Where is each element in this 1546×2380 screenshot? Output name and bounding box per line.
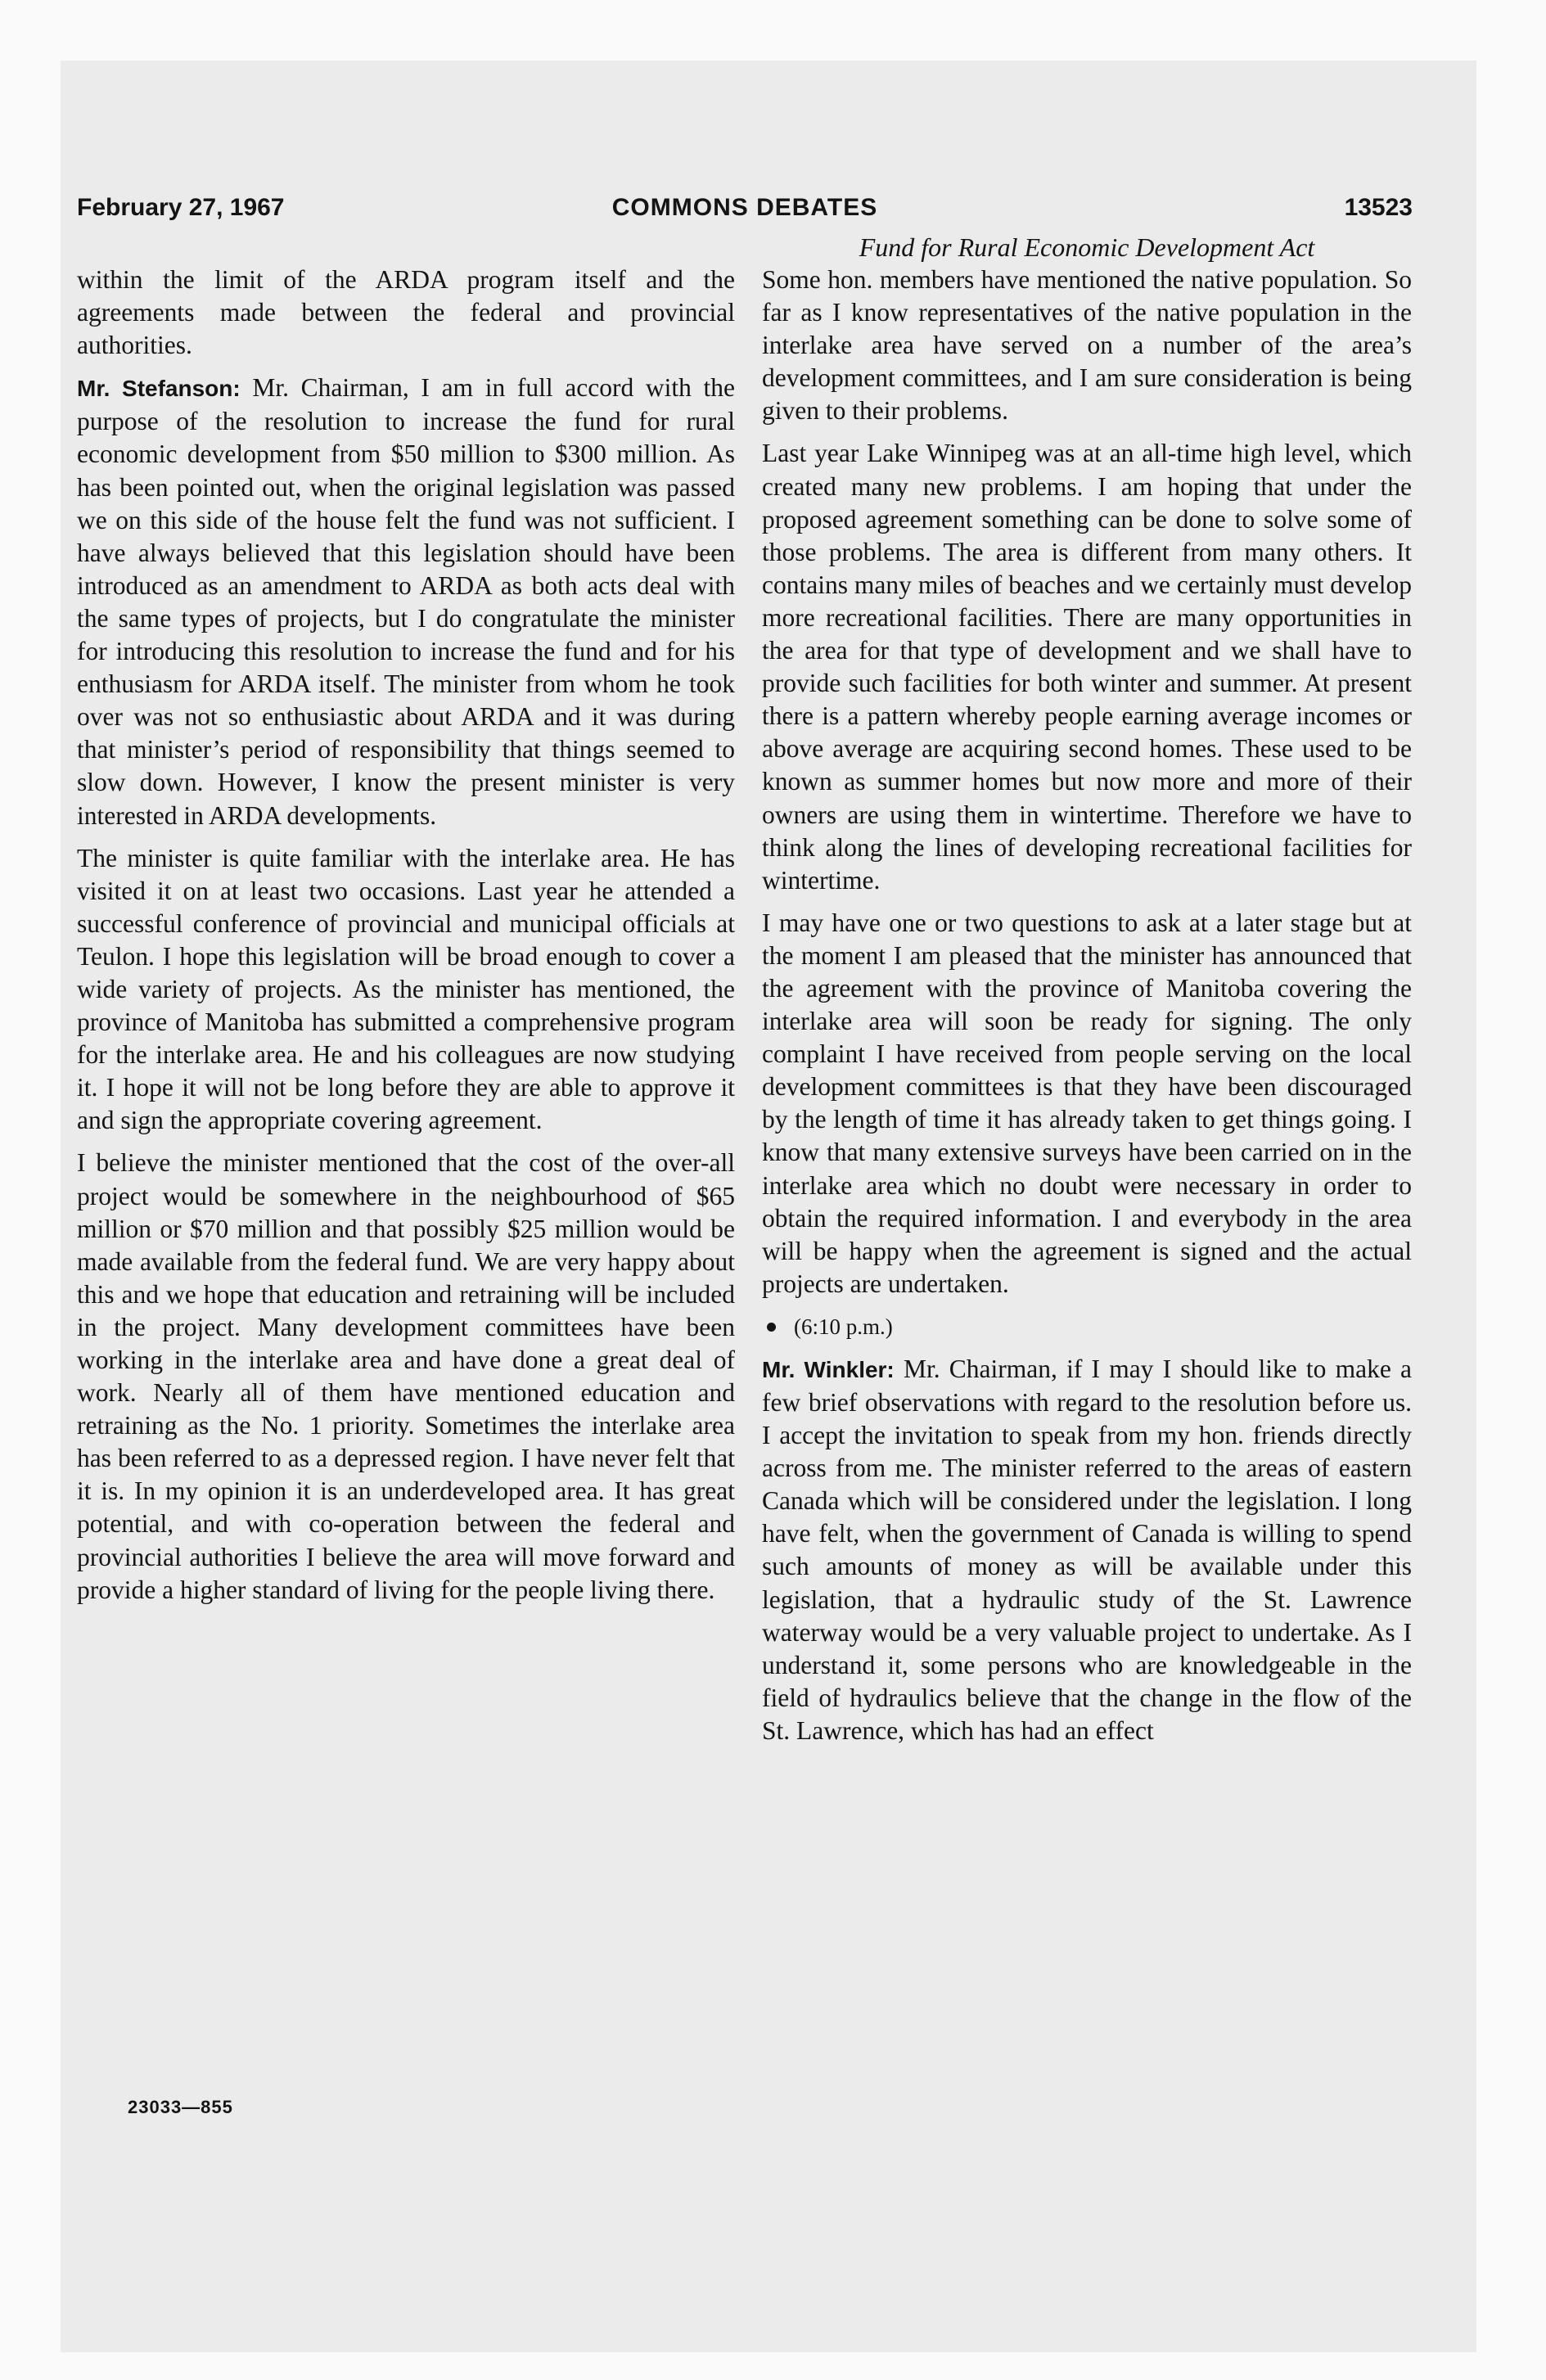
header-journal-title: COMMONS DEBATES [611,194,878,221]
printer-code: 23033—855 [128,2097,233,2117]
header-date: February 27, 1967 [77,194,285,221]
header-page-number: 13523 [1344,194,1413,221]
left-column [77,264,735,1607]
running-head [77,190,1413,226]
paragraph: The minister is quite familiar with the interlake area. He has visited it on at least two occasions. Last year he attended a successful conference of provincial and municipal officials at Teulon. I hope this legislation will be broad enough to cover a wide variety of projects. As the minister has mentioned, the province of Manitoba has submitted a comprehensive program for the interlake area. He and his colleagues are now studying it. I hope it will not be long before they are able to approve it and sign the appropriate covering agreement. [77,843,735,1135]
speech-winkler [762,1353,1412,1747]
bullet-icon [767,1323,776,1332]
paragraph: I may have one or two questions to ask at a later stage but at the moment I am pleased that the minister has announced that the agreement with the province of Manitoba covering the interlake area will soon be ready for signing. The only complaint I have received from people serving on the local development committees is that they have been discouraged by the length of time it has already taken to get things going. I know that many extensive surveys have been carried on in the interlake area which no doubt were necessary in order to obtain the required information. I and everybody in the area will be happy when the agreement is signed and the actual projects are undertaken. [762,908,1412,1298]
speech-stefanson [77,372,735,832]
time-marker-text: (6:10 p.m.) [794,1314,893,1339]
speaker-name: Mr. Winkler: [762,1356,895,1382]
paragraph: within the limit of the ARDA program itself and the agreements made between the federal and provincial authorities. [77,265,735,360]
speaker-name: Mr. Stefanson: [77,376,241,402]
paragraph: Last year Lake Winnipeg was at an all-time high level, which created many new problems. I am hoping that under the proposed agreement something can be done to solve some of those problems. The area is different from many others. It contains many miles of beaches and we certainly must develop more recreational facilities. There are many opportunities in the area for that type of development and we shall have to provide such facilities for both winter and summer. At present there is a pattern whereby people earning average incomes or above average are acquiring second homes. These used to be known as summer homes but now more and more of their owners are using them in wintertime. Therefore we have to think along the lines of developing recreational facilities for wintertime. [762,439,1412,895]
section-heading: Fund for Rural Economic Development Act [859,232,1315,262]
paragraph: Some hon. members have mentioned the native population. So far as I know representatives of the native population in the interlake area have served on a number of the area’s development committees, and I am sure consideration is being given to their problems. [762,265,1412,426]
time-marker [762,1310,1412,1343]
right-column [762,231,1412,1747]
speech-text: Mr. Chairman, I am in full accord with the purpose of the resolution to increase the fund for rural economic development from $50 million to $300 million. As has been pointed out, when the original legislation was passed we on this side of the house felt the fund was not sufficient. I have always believed that this legislation should have been introduced as an amendment to ARDA as both acts deal with the same types of projects, but I do congratulate the minister for introducing this resolution to increase the fund and for his enthusiasm for ARDA itself. The minister from whom he took over was not so enthusiastic about ARDA and it was during that minister’s period of responsibility that things seemed to slow down. However, I know the present minister is very interested in ARDA developments. [77,373,735,830]
speech-text: Mr. Chairman, if I may I should like to make a few brief observations with regard to the resolution before us. I accept the invitation to speak from my hon. friends directly across from me. The minister referred to the areas of eastern Canada which will be considered under the legislation. I long have felt, when the government of Canada is willing to spend such amounts of money as will be available under this legislation, that a hydraulic study of the St. Lawrence waterway would be a very valuable project to undertake. As I understand it, some persons who are knowledgeable in the field of hydraulics believe that the change in the flow of the St. Lawrence, which has had an effect [762,1354,1413,1745]
paragraph: I believe the minister mentioned that the cost of the over-all project would be somewhere in the neighbourhood of $65 million or $70 million and that possibly $25 million would be made available from the federal fund. We are very happy about this and we hope that education and retraining will be included in the project. Many development committees have been working in the interlake area and have done a great deal of work. Nearly all of them have mentioned education and retraining as the No. 1 priority. Sometimes the interlake area has been referred to as a depressed region. I have never felt that it is. In my opinion it is an underdeveloped area. It has great potential, and with co-operation between the federal and provincial authorities I believe the area will move forward and provide a higher standard of living for the people living there. [77,1148,735,1604]
